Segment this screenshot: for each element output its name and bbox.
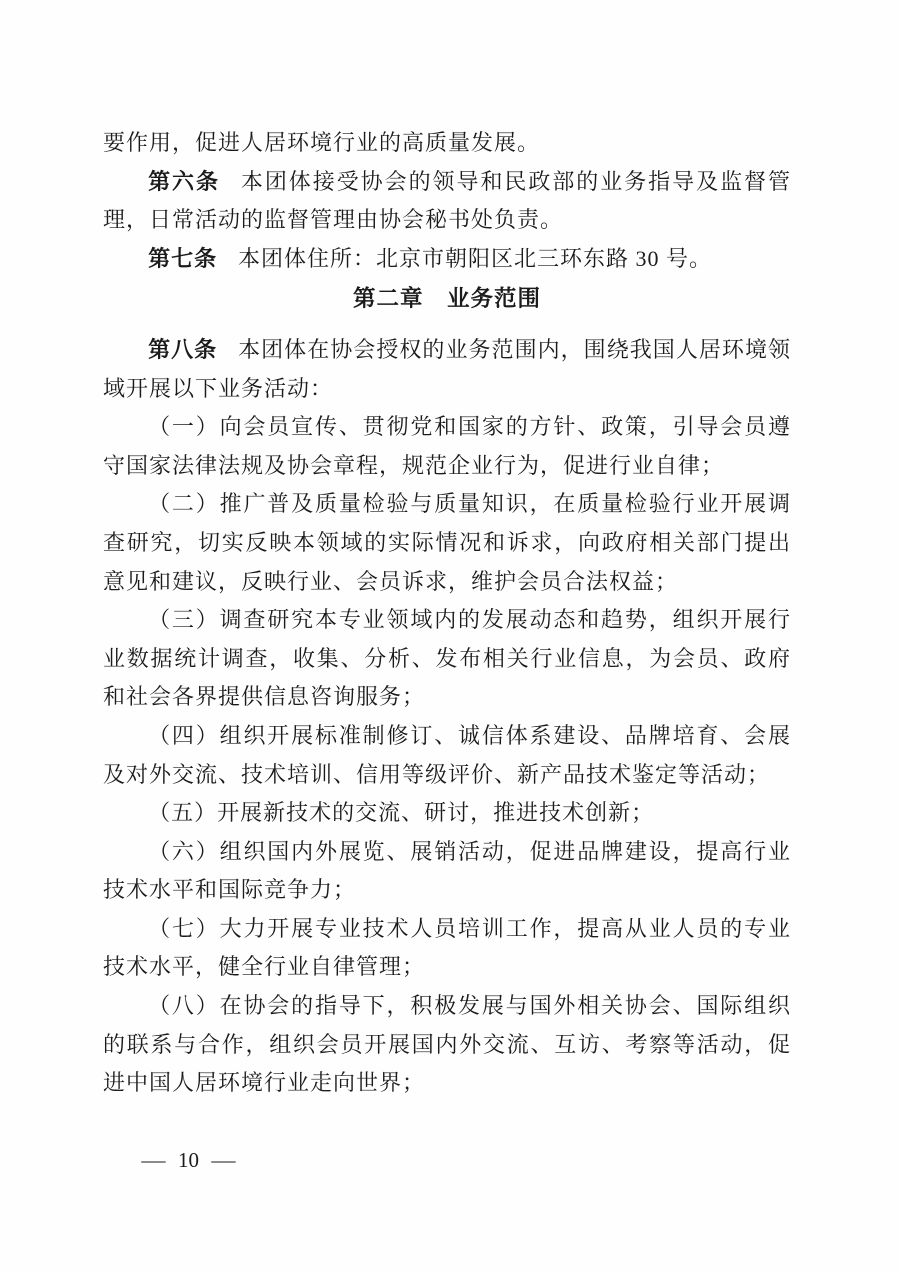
paragraph-item-6: （六）组织国内外展览、展销活动，促进品牌建设，提高行业技术水平和国际竞争力； xyxy=(103,838,791,903)
paragraph-item-4: （四）组织开展标准制修订、诚信体系建设、品牌培育、会展及对外交流、技术培训、信用等级评价、新产品技术鉴定等活动； xyxy=(103,722,791,787)
paragraph-article-7 xyxy=(103,240,791,279)
paragraph-continuation: 要作用，促进人居环境行业的高质量发展。 xyxy=(103,130,541,155)
article-6-label: 第六条 xyxy=(148,168,220,194)
page-number: 10 xyxy=(178,1148,199,1172)
article-8-text: 本团体在协会授权的业务范围内，围绕我国人居环境领域开展以下业务活动： xyxy=(103,336,791,401)
page-number-footer xyxy=(143,1146,234,1174)
paragraph-item-3: （三）调查研究本专业领域内的发展动态和趋势，组织开展行业数据统计调查，收集、分析、发布相关行业信息，为会员、政府和社会各界提供信息咨询服务； xyxy=(103,607,791,710)
chapter-heading: 第二章 业务范围 xyxy=(352,286,541,312)
article-7-label: 第七条 xyxy=(148,245,218,271)
paragraph-item-2: （二）推广普及质量检验与质量知识，在质量检验行业开展调查研究，切实反映本领域的实际情况和诉求，向政府相关部门提出意见和建议，反映行业、会员诉求，维护会员合法权益； xyxy=(103,491,791,594)
article-8-label: 第八条 xyxy=(148,336,218,362)
paragraph-item-7: （七）大力开展专业技术人员培训工作，提高从业人员的专业技术水平，健全行业自律管理； xyxy=(103,915,791,980)
paragraph-article-6 xyxy=(103,163,791,240)
paragraph-item-8: （八）在协会的指导下，积极发展与国外相关协会、国际组织的联系与合作，组织会员开展国内外交流、互访、考察等活动，促进中国人居环境行业走向世界； xyxy=(103,993,791,1096)
article-7-text: 本团体住所：北京市朝阳区北三环东路 30 号。 xyxy=(238,245,713,271)
article-6-text: 本团体接受协会的领导和民政部的业务指导及监督管理，日常活动的监督管理由协会秘书处负责。 xyxy=(103,168,791,233)
footer-left-dash: — xyxy=(141,1148,166,1172)
document-body xyxy=(103,124,791,1103)
footer-right-dash: — xyxy=(211,1148,236,1172)
paragraph-article-8 xyxy=(103,331,791,408)
paragraph-item-5: （五）开展新技术的交流、研讨，推进技术创新； xyxy=(148,800,655,826)
paragraph-item-1: （一）向会员宣传、贯彻党和国家的方针、政策，引导会员遵守国家法律法规及协会章程，规范企业行为，促进行业自律； xyxy=(103,414,791,478)
